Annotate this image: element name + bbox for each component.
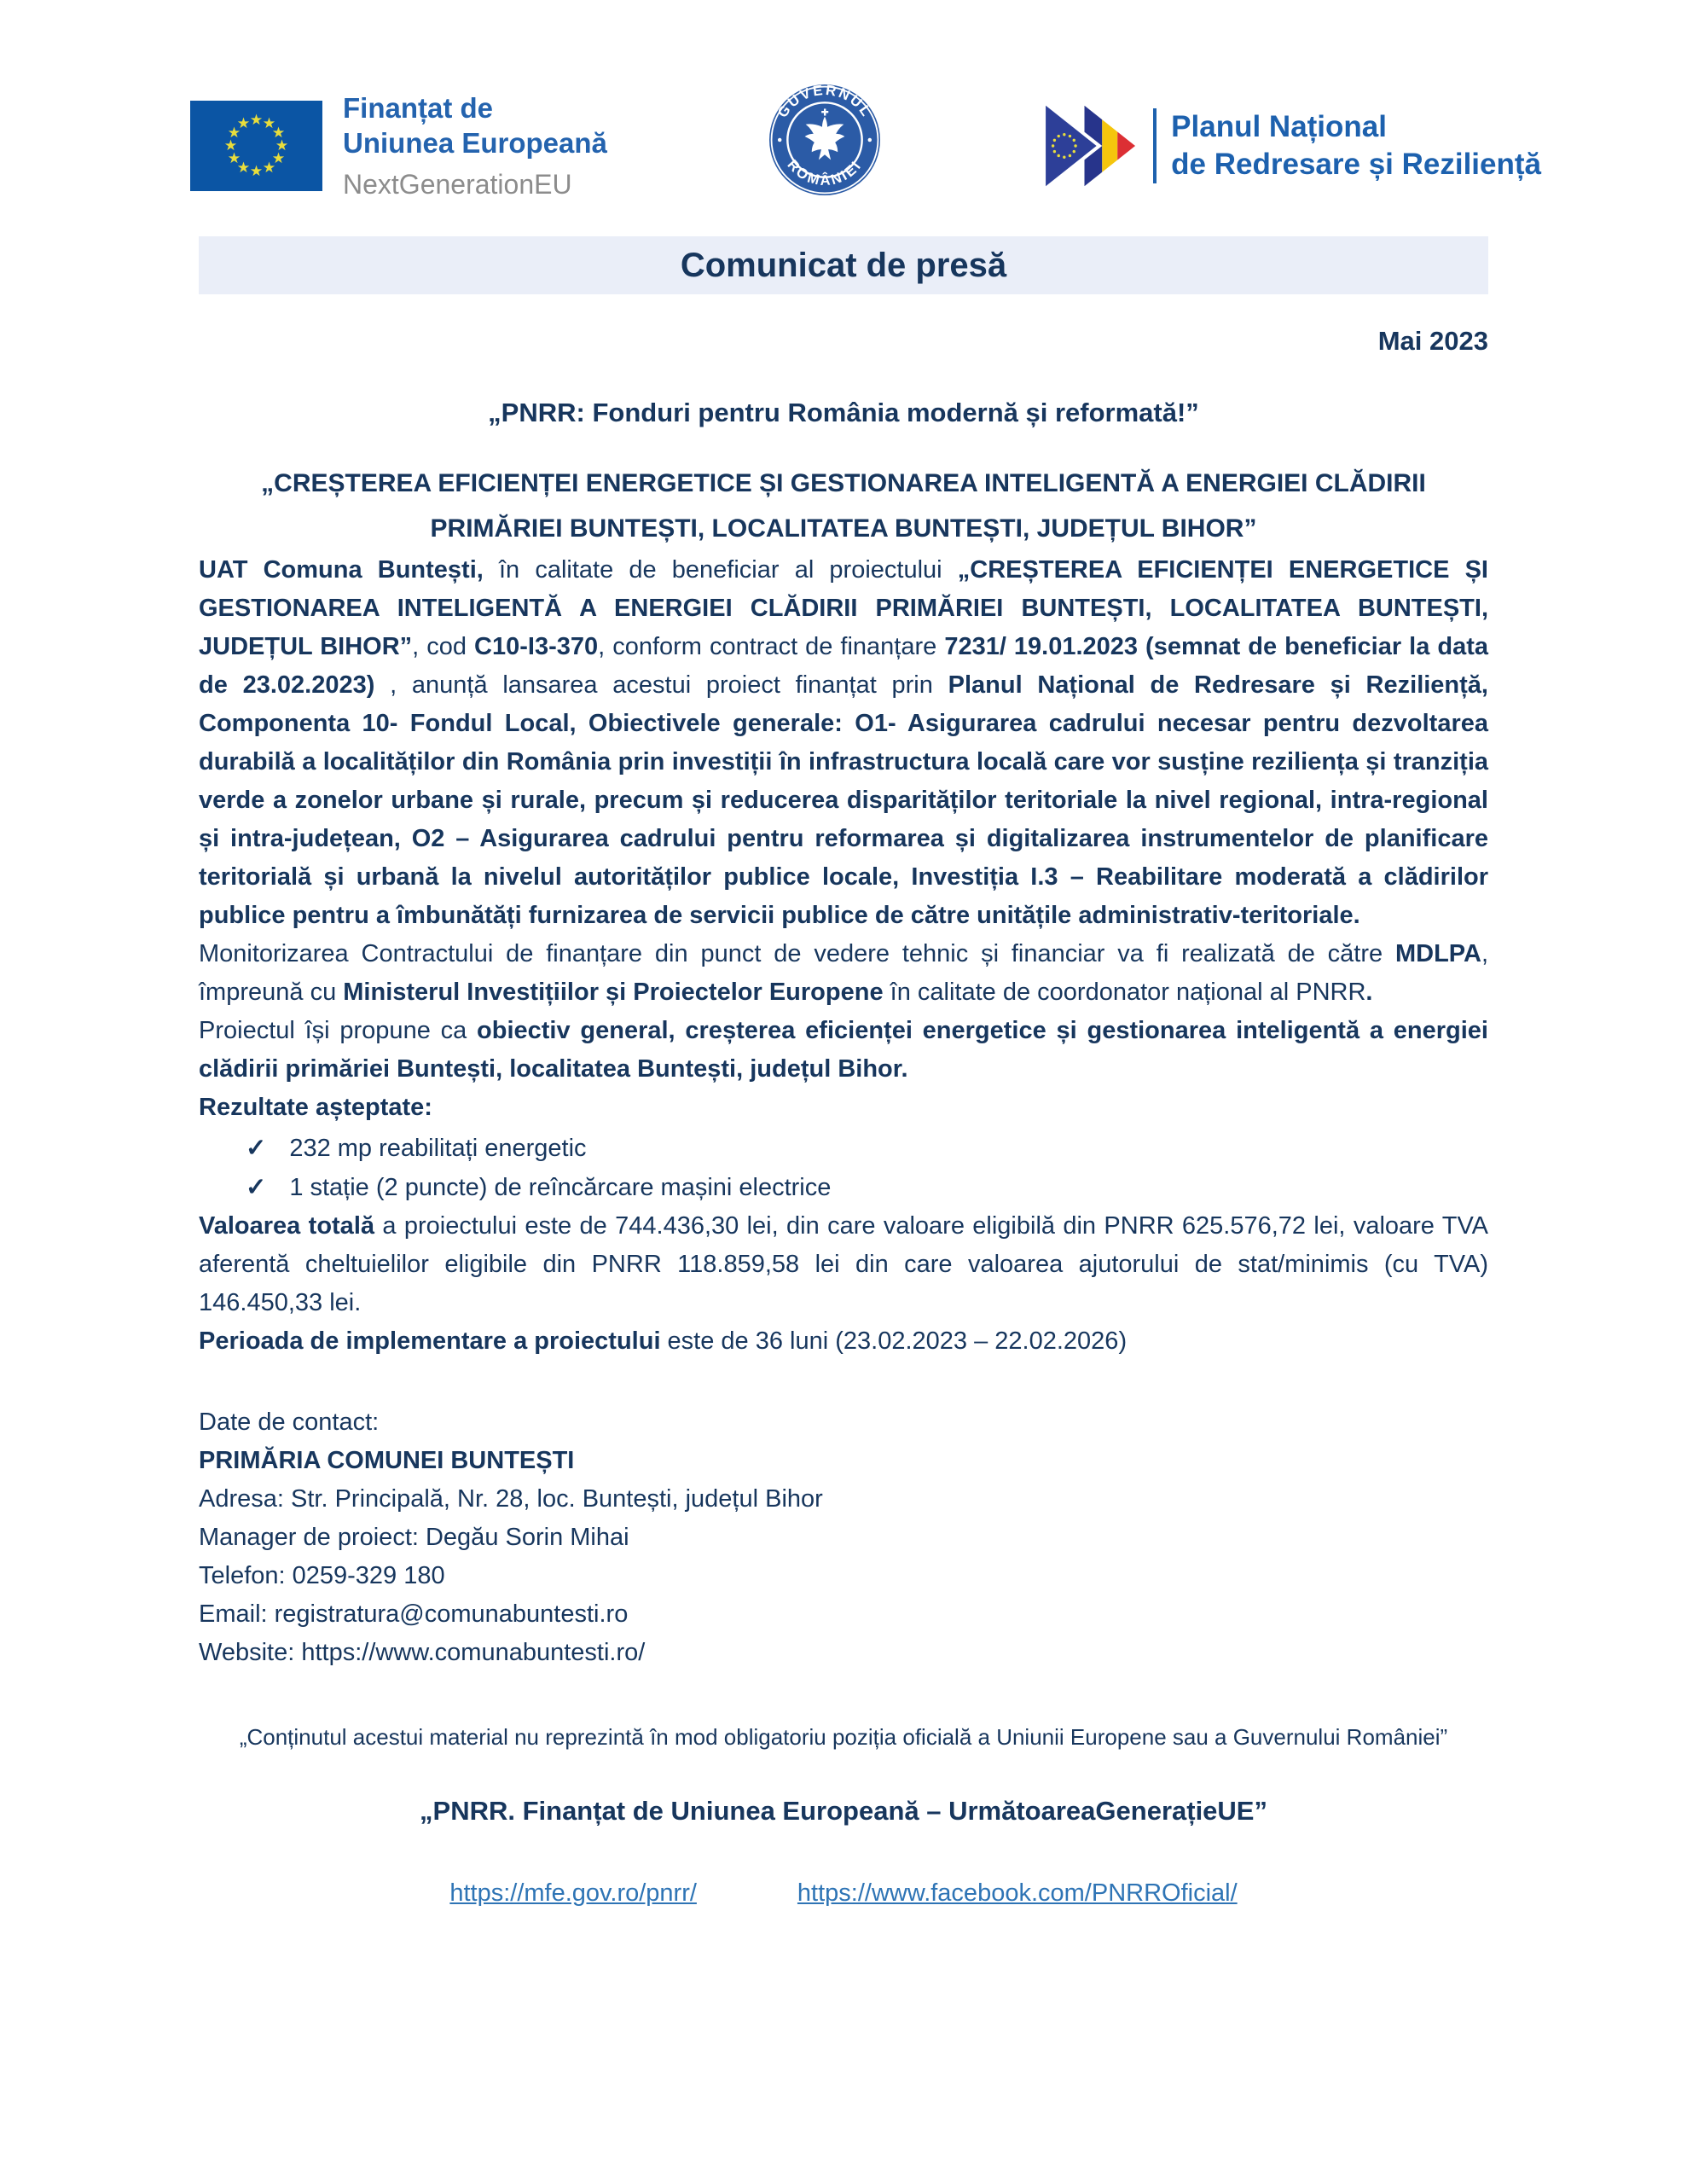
pnrr-logo [1042,102,1541,190]
pnrr-arrows-icon [1042,102,1140,190]
result-item-text: 1 stație (2 puncte) de reîncărcare mașini electrice [289,1174,832,1201]
contact-organization: PRIMĂRIA COMUNEI BUNTEȘTI [199,1447,575,1474]
footer-links [199,1874,1488,1913]
link-facebook-pnrr[interactable]: https://www.facebook.com/PNRROficial/ [797,1879,1238,1907]
paragraph-implementation-period: Perioada de implementare a proiectului este de 36 luni (23.02.2023 – 22.02.2026) [199,1327,1128,1355]
paragraph-monitoring: Monitorizarea Contractului de finanțare din punct de vedere tehnic și financiar va fi realizată de către MDLPA, împreună cu Ministerul Investițiilor și Proiectelor Europene în calitate de coordonator național al PNRR. [199,940,1488,1006]
footer-quote: „PNRR. Finanțat de Uniunea Europeană – UrmătoareaGenerațieUE” [420,1796,1267,1826]
headline-project-title: „CREȘTEREA EFICIENȚEI ENERGETICE ȘI GESTIONAREA INTELIGENTĂ A ENERGIEI CLĂDIRII PRIMĂRIEI BUNTEȘTI, LOCALITATEA BUNTEȘTI, JUDEȚUL BIHOR” [261,469,1426,543]
contact-heading: Date de contact: [199,1409,380,1436]
romanian-government-seal [768,84,881,208]
eu-funding-line1: Finanțat de [343,92,494,124]
contact-manager: Manager de proiect: Degău Sorin Mihai [199,1524,629,1551]
checkmark-icon: ✓ [246,1174,267,1201]
eu-funding-logo [190,90,607,200]
press-release-banner [199,236,1488,294]
pnrr-logo-line1: Planul Național [1171,109,1387,143]
list-item [246,1129,1488,1168]
contact-email: Email: registratura@comunabuntesti.ro [199,1600,629,1628]
checkmark-icon: ✓ [246,1135,267,1162]
contact-phone: Telefon: 0259-329 180 [199,1562,445,1589]
disclaimer-text: „Conținutul acestui material nu reprezintă în mod obligatoriu poziția oficială a Uniunii Europene sau a Guvernului României” [239,1724,1448,1750]
banner-title: Comunicat de presă [680,246,1007,284]
header-logos [190,75,1541,216]
contact-website: Website: https://www.comunabuntesti.ro/ [199,1639,646,1666]
headline-pnrr: „PNRR: Fonduri pentru România modernă și reformată!” [488,398,1199,427]
paragraph-project-intro: UAT Comuna Buntești, în calitate de beneficiar al proiectului „CREȘTEREA EFICIENȚEI ENERGETICE ȘI GESTIONAREA INTELIGENTĂ A ENERGIEI CLĂDIRII PRIMĂRIEI BUNTEȘTI, LOCALITATEA BUNTEȘTI, JUDEȚUL BIHOR”, cod C10-I3-370, conform contract de finanțare 7231/ 19.01.2023 (semnat de beneficiar la data de 23.02.2023) , anunță lansarea acestui proiect finanțat prin Planul Național de Redresare și Reziliență, Componenta 10- Fondul Local, Obiectivele generale: O1- Asigurarea cadrului necesar pentru dezvoltarea durabilă a localităților din România prin investiții în infrastructura locală care vor susține reziliența și tranziția verde a zonelor urbane și rurale, precum și reducerea disparităților teritoriale la nivel regional, intra-regional și intra-județean, O2 – Asigurarea cadrului pentru reformarea și digitalizarea instrumentelor de planificare teritorială și urbană la nivelul autorităților publice locale, Investiția I.3 – Reabilitare moderată a clădirilor publice pentru a îmbunătăți furnizarea de servicii publice de către unitățile administrativ-teritoriale. [199,556,1488,929]
contact-block [199,1403,1488,1672]
eu-flag-icon [190,101,322,191]
paragraph-total-value: Valoarea totală a proiectului este de 744.436,30 lei, din care valoare eligibilă din PNRR 625.576,72 lei, valoare TVA aferentă cheltuielilor eligibile din PNRR 118.859,58 lei din care valoarea ajutorului de stat/minimis (cu TVA) 146.450,33 lei. [199,1212,1489,1316]
results-list [199,1129,1488,1207]
result-item-text: 232 mp reabilitați energetic [289,1135,587,1162]
seal-top-text: GUVERNUL [774,83,876,120]
eu-funding-text [343,90,607,200]
seal-bottom-text: ROMÂNIEI [784,155,866,189]
pnrr-logo-text [1153,108,1541,183]
contact-address: Adresa: Str. Principală, Nr. 28, loc. Buntești, județul Bihor [199,1485,823,1513]
government-seal-icon [768,84,881,196]
date-label: Mai 2023 [1377,326,1488,356]
paragraph-objective: Proiectul își propune ca obiectiv general, creșterea eficienței energetice și gestionarea inteligentă a energiei clădirii primăriei Buntești, localitatea Buntești, județul Bihor. [199,1017,1488,1083]
nextgeneration-eu-label: NextGenerationEU [343,169,572,200]
list-item [246,1168,1488,1207]
pnrr-logo-line2: de Redresare și Reziliență [1171,147,1541,181]
link-mfe-pnrr[interactable]: https://mfe.gov.ro/pnrr/ [449,1879,697,1907]
eu-funding-line2: Uniunea Europeană [343,127,607,159]
results-heading: Rezultate așteptate: [199,1094,432,1121]
